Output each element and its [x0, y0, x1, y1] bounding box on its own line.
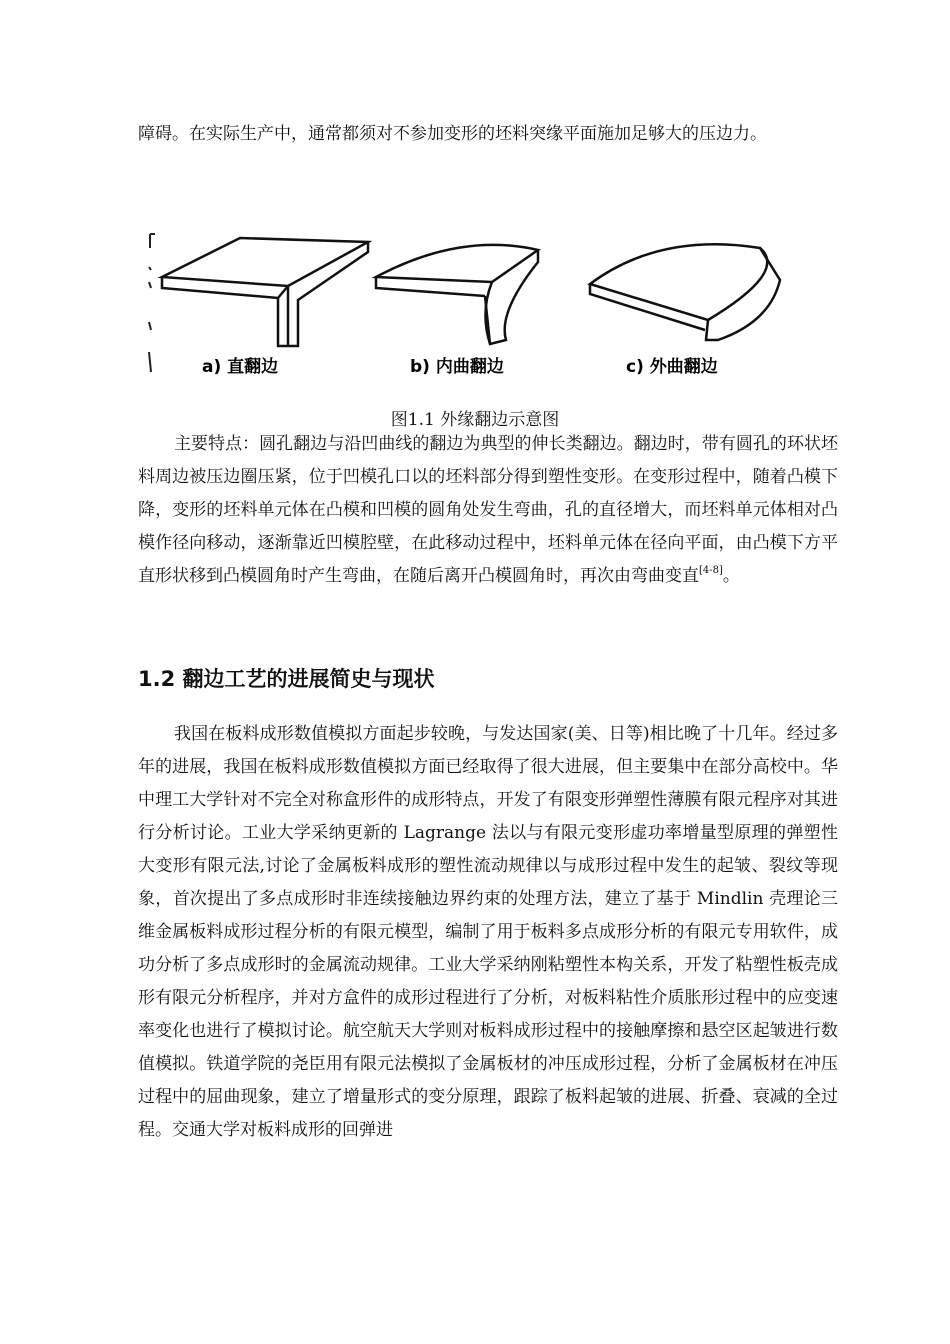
- figure-label-b: b) 内曲翻边: [410, 357, 504, 377]
- straight-flange-shape: [162, 238, 368, 346]
- inner-curve-flange-shape: [376, 245, 538, 344]
- flanging-figure: [140, 222, 790, 387]
- outer-curve-flange-shape: [590, 244, 780, 340]
- paragraph-history: 我国在板料成形数值模拟方面起步较晚，与发达国家(美、日等)相比晚了十几年。经过多年的进展，我国在板料成形数值模拟方面已经取得了很大进展，但主要集中在部分高校中。华中理工大学针对不完全对称盒形件的成形特点，开发了有限变形弹塑性薄膜有限元程序对其进行分析讨论。工业大学采纳更新的 Lagrange 法以与有限元变形虚功率增量型原理的弹塑性大变形有限元法,讨论了金属板料成形的塑性流动规律以与成形过程中发生的起皱、裂纹等现象，首次提出了多点成形时非连续接触边界约束的处理方法，建立了基于 Mindlin 壳理论三维金属板料成形过程分析的有限元模型，编制了用于板料多点成形分析的有限元专用软件，成功分析了多点成形时的金属流动规律。工业大学采纳刚粘塑性本构关系，开发了粘塑性板壳成形有限元分析程序，并对方盒件的成形过程进行了分析，对板料粘性介质胀形过程中的应变速率变化也进行了模拟讨论。航空航天大学则对板料成形过程中的接触摩擦和悬空区起皱进行数值模拟。铁道学院的尧臣用有限元法模拟了金属板材的冲压成形过程，分析了金属板材在冲压过程中的屈曲现象，建立了增量形式的变分原理，跟踪了板料起皱的进展、折叠、衰减的全过程。交通大学对板料成形的回弹进: [138, 724, 838, 1140]
- figure-label-a: a) 直翻边: [202, 357, 279, 377]
- section-heading: 1.2 翻边工艺的进展简史与现状: [138, 667, 435, 691]
- citation: [4-8]: [699, 565, 723, 576]
- scan-marks: [149, 234, 155, 372]
- paragraph-main-features-text: 主要特点：圆孔翻边与沿凹曲线的翻边为典型的伸长类翻边。翻边时，带有圆孔的环状坯料周边被压边圈压紧，位于凹模孔口以的坯料部分得到塑性变形。在变形过程中，随着凸模下降，变形的坯料单元体在凸模和凹模的圆角处发生弯曲，孔的直径增大，而坯料单元体相对凸模作径向移动，逐渐靠近凹模腔壁，在此移动过程中，坯料单元体在径向平面，由凸模下方平直形状移到凸模圆角时产生弯曲，在随后离开凸模圆角时，再次由弯曲变直: [138, 434, 838, 586]
- figure-caption: 图1.1 外缘翻边示意图: [390, 410, 560, 430]
- figure-label-c: c) 外曲翻边: [626, 357, 718, 377]
- top-line: 障碍。在实际生产中，通常都须对不参加变形的坯料突缘平面施加足够大的压边力。: [138, 124, 767, 144]
- paragraph-end: 。: [722, 566, 740, 586]
- paragraph-main-features: [138, 428, 838, 593]
